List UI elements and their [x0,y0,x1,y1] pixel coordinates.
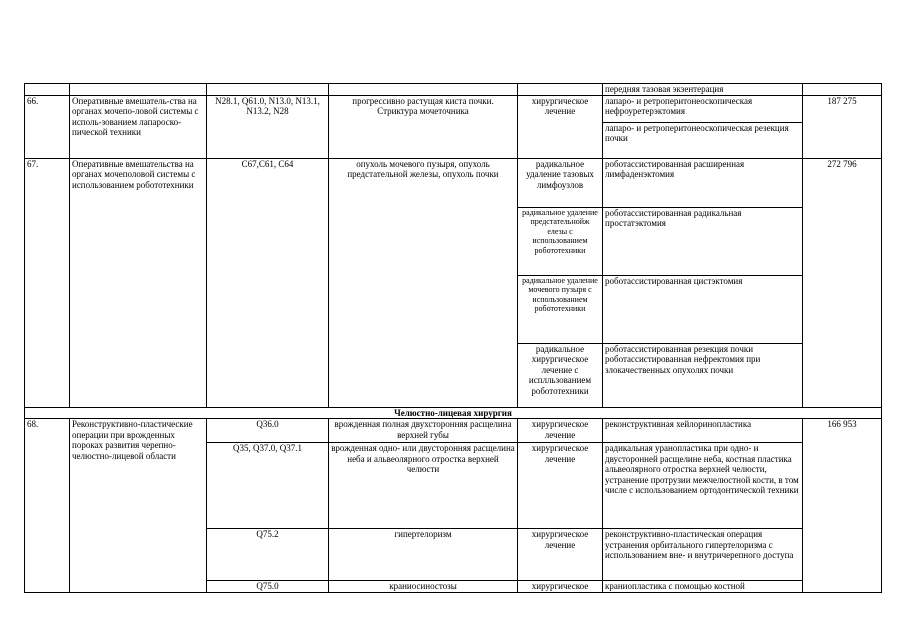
section-row [25,407,882,419]
cost: 272 796 [803,158,882,407]
diagnosis: краниосиностозы [329,581,518,593]
method-cell: радикальная уранопластика при одно- и двусторонней расщелине неба, костная пластика альвеолярного отростка верхней челюсти, устранение протрузии межчелюстной кости, в том числе с использованием ортодонтической техники [603,443,803,529]
treatment-type: хирургическое лечение [518,529,603,581]
diagnosis: врожденная одно- или двусторонняя расщелина неба и альвеолярного отростка верхней челюсти [329,443,518,529]
row-number: 68. [25,419,70,593]
diagnosis: врожденная полная двухсторонняя расщелина верхней губы [329,419,518,443]
method-cell: краниопластика с помощью костной [603,581,803,593]
table-row [25,84,882,96]
treatment-type: хирургическое лечение [518,419,603,443]
icd-codes: C67,C61, C64 [207,158,329,407]
method-text: роботассистированная нефректомия при злокачественных опухолях почки [605,354,761,375]
table-row [25,158,882,207]
method-cell [603,95,803,158]
method-text: роботассистированная резекция почки [605,343,754,354]
diagnosis: прогрессивно растущая киста почки. Стриктура мочеточника [329,95,518,158]
icd-codes: N28.1, Q61.0, N13.0, N13.1, N13.2, N28 [207,95,329,158]
cost: 187 275 [803,95,882,158]
icd-codes: Q75.2 [207,529,329,581]
method-cell: роботассистированная цистэктомия [603,275,803,343]
medical-procedures-table [24,83,882,593]
icd-codes: Q35, Q37.0, Q37.1 [207,443,329,529]
method-cell: реконструктивно-пластическая операция устранения орбитального гипертелоризма с использованием вне- и внутричерепного доступа [603,529,803,581]
procedure-name: Оперативные вмешатель-ства на органах мочепо-ловой системы с исполь-зованием лапароско-пической техники [70,95,207,158]
cost: 166 953 [803,419,882,593]
method-cell: роботассистированная расширенная лимфаденэктомия [603,158,803,207]
procedure-name: Оперативные вмешательства на органах мочеполовой системы с использованием робототехники [70,158,207,407]
row-number: 67. [25,158,70,407]
treatment-type: радикальное хирургическое лечение с исплльзованием робототехники [518,343,603,407]
row-number: 66. [25,95,70,158]
treatment-type: хирургическое [518,581,603,593]
table-row [25,419,882,443]
treatment-type: хирургическое лечение [518,95,603,158]
method-cell: передняя тазовая экзентерация [603,84,803,96]
method-cell: роботассистированная радикальная простатэктомия [603,207,803,275]
method-cell: реконструктивная хейлоринопластика [603,419,803,443]
procedure-name: Реконструктивно-пластические операции при врожденных пороках развития черепно-челюстно-лицевой области [70,419,207,593]
method-text: лапаро- и ретроперитонеоскопическая нефроуретерэктомия [605,95,753,116]
diagnosis: опухоль мочевого пузыря, опухоль предстательной железы, опухоль почки [329,158,518,407]
treatment-type: радикальное удаление предстательнойж елезы с использованием робототехники [518,207,603,275]
method-cell [603,343,803,407]
method-text: лапаро- и ретроперитонеоскопическая резекция почки [603,122,802,144]
icd-codes: Q36.0 [207,419,329,443]
section-heading: Челюстно-лицевая хирургия [25,407,882,419]
diagnosis: гипертелоризм [329,529,518,581]
table-row [25,95,882,158]
treatment-type: радикальное удаление тазовых лимфоузлов [518,158,603,207]
icd-codes: Q75.0 [207,581,329,593]
treatment-type: радикальное удаление мочевого пузыря с использованием робототехники [518,275,603,343]
treatment-type: хирургическое лечение [518,443,603,529]
